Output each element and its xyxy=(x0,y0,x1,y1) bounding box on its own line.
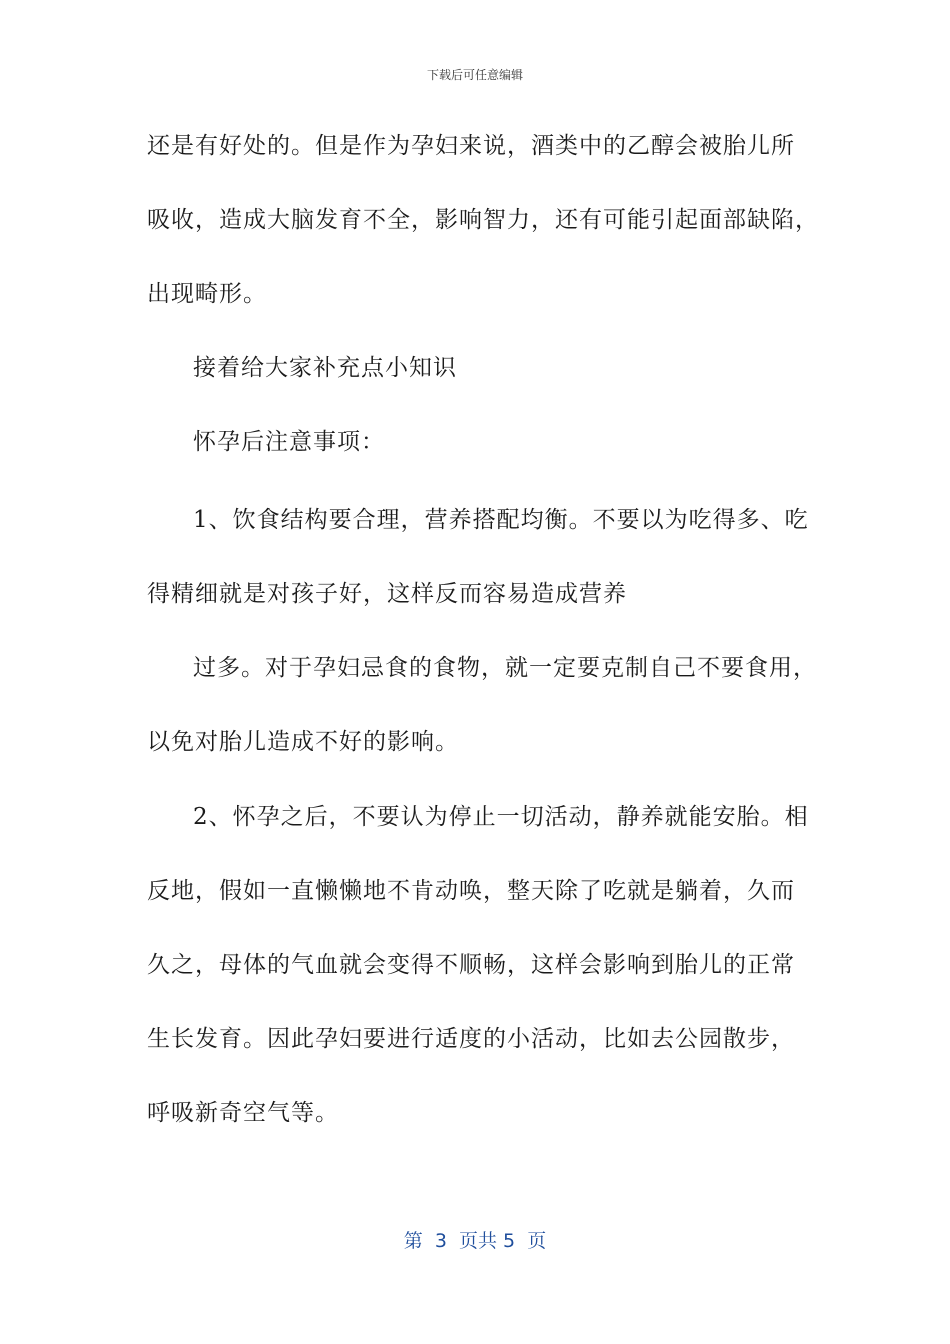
text-line: 反地，假如一直懒懒地不肯动唤，整天除了吃就是躺着，久而 xyxy=(147,878,795,904)
text-line: 1、饮食结构要合理，营养搭配均衡。不要以为吃得多、吃 xyxy=(193,507,809,533)
text-line: 吸收，造成大脑发育不全，影响智力，还有可能引起面部缺陷， xyxy=(147,207,819,233)
text-line: 过多。对于孕妇忌食的食物，就一定要克制自己不要食用， xyxy=(193,655,817,681)
text-line: 以免对胎儿造成不好的影响。 xyxy=(147,729,459,755)
text-line: 还是有好处的。但是作为孕妇来说，酒类中的乙醇会被胎儿所 xyxy=(147,133,795,159)
text-line: 2、怀孕之后，不要认为停止一切活动，静养就能安胎。相 xyxy=(193,804,809,830)
text-line: 生长发育。因此孕妇要进行适度的小活动，比如去公园散步， xyxy=(147,1026,795,1052)
text-line: 呼吸新奇空气等。 xyxy=(147,1100,339,1126)
text-line: 怀孕后注意事项： xyxy=(193,429,385,455)
text-line: 接着给大家补充点小知识 xyxy=(193,355,457,381)
text-line: 得精细就是对孩子好，这样反而容易造成营养 xyxy=(147,581,627,607)
page-header: 下载后可任意编辑 xyxy=(426,68,523,82)
text-line: 出现畸形。 xyxy=(147,281,267,307)
text-line: 久之，母体的气血就会变得不顺畅，这样会影响到胎儿的正常 xyxy=(147,952,795,978)
page-number-footer: 第 3 页共 5 页 xyxy=(403,1230,547,1252)
